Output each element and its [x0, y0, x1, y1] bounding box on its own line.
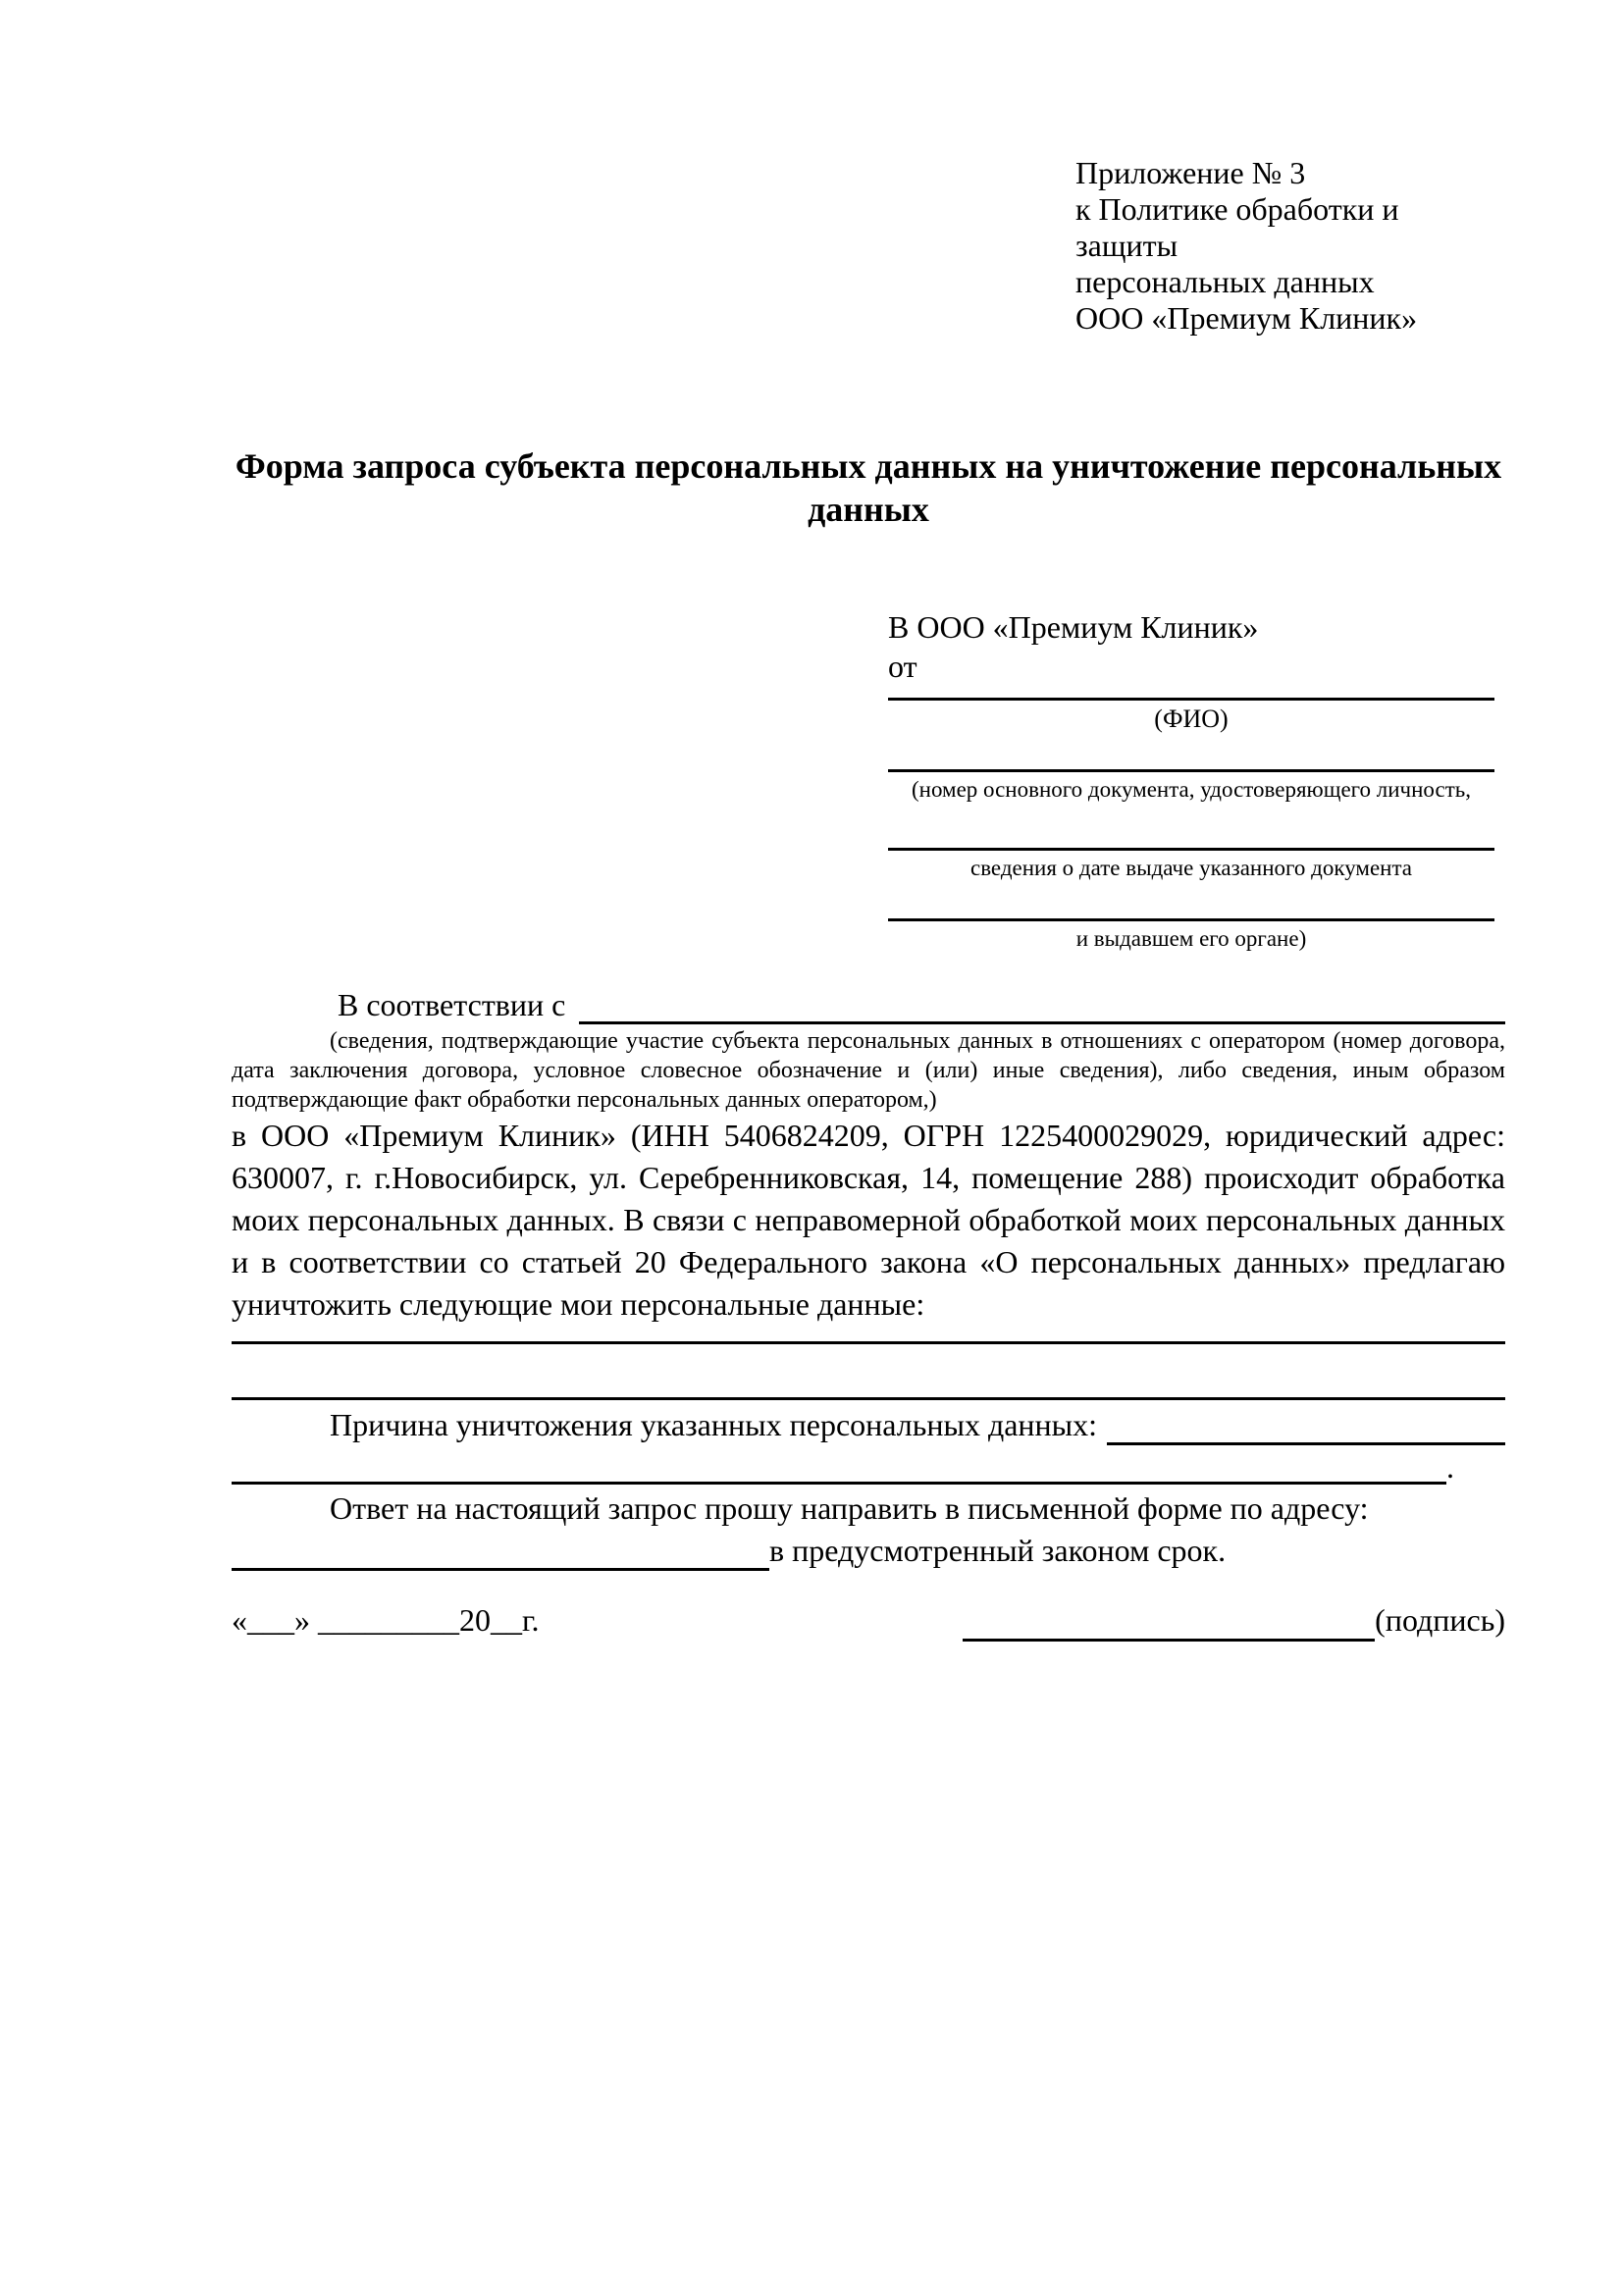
doc-number-caption: (номер основного документа, удостоверяющего личность, — [911, 777, 1471, 802]
appendix-header-line: Приложение № 3 — [1075, 155, 1306, 190]
reason-fill-line-2 — [232, 1482, 1446, 1485]
accordance-fill-line — [579, 1021, 1505, 1024]
signature-row — [232, 1598, 1505, 1642]
accordance-note: (сведения, подтверждающие участие субъекта персональных данных в отношениях с оператором (номер договора, дата заключения договора, условное словесное обозначение и (или) иные сведения), либо сведения, иным образом подтверждающие факт обработки персональных данных оператором,) — [232, 1028, 1505, 1113]
doc-issuer-fill-line — [888, 881, 1494, 921]
reason-continuation-row — [232, 1445, 1505, 1485]
signature-caption: (подпись) — [1375, 1602, 1505, 1638]
addressee-block — [888, 607, 1494, 952]
addressee-to: В ООО «Премиум Клиник» — [888, 609, 1259, 645]
addressee-from: от — [888, 649, 917, 684]
doc-issuer-caption: и выдавшем его органе) — [1075, 926, 1307, 951]
fio-caption: (ФИО) — [1154, 704, 1229, 733]
reason-fill-line — [1107, 1442, 1505, 1445]
answer-tail: в предусмотренный законом срок. — [769, 1533, 1227, 1568]
doc-number-fill-line — [888, 734, 1494, 772]
signature-fill-line — [963, 1603, 1375, 1642]
address-row — [232, 1530, 1505, 1571]
date-placeholder: «___» _________20__г. — [232, 1602, 540, 1638]
line-end-period: . — [1446, 1449, 1454, 1485]
fio-fill-line — [888, 686, 1494, 701]
appendix-header-line: ООО «Премиум Клиник» — [1075, 300, 1418, 336]
address-fill-line — [232, 1568, 769, 1571]
accordance-label: В соответствии с — [338, 987, 566, 1022]
doc-date-caption: сведения о дате выдаче указанного документа — [969, 856, 1413, 880]
personal-data-fill-line-1 — [232, 1326, 1505, 1344]
personal-data-fill-line-2 — [232, 1344, 1505, 1400]
signature-area — [963, 1598, 1505, 1642]
appendix-header-line: к Политике обработки и защиты — [1075, 191, 1399, 263]
accordance-row — [232, 985, 1505, 1024]
doc-date-fill-line — [888, 803, 1494, 851]
appendix-header-line: персональных данных — [1075, 264, 1375, 299]
main-paragraph: в ООО «Премиум Клиник» (ИНН 5406824209, ОГРН 1225400029029, юридический адрес: 630007, г. г.Новосибирск, ул. Серебренниковская, 14, помещение 288) происходит обработка моих персональных данных. В связи с неправомерной обработкой моих персональных данных и в соответствии со статьей 20 Федерального закона «О персональных данных» предлагаю уничтожить следующие мои персональные данные: — [232, 1118, 1505, 1322]
reason-row — [232, 1404, 1505, 1445]
appendix-header — [1075, 155, 1507, 337]
answer-paragraph: Ответ на настоящий запрос прошу направить в письменной форме по адресу: — [330, 1490, 1369, 1526]
reason-label: Причина уничтожения указанных персональных данных: — [330, 1407, 1098, 1442]
page-title: Форма запроса субъекта персональных данных на уничтожение персональных данных — [235, 446, 1502, 529]
